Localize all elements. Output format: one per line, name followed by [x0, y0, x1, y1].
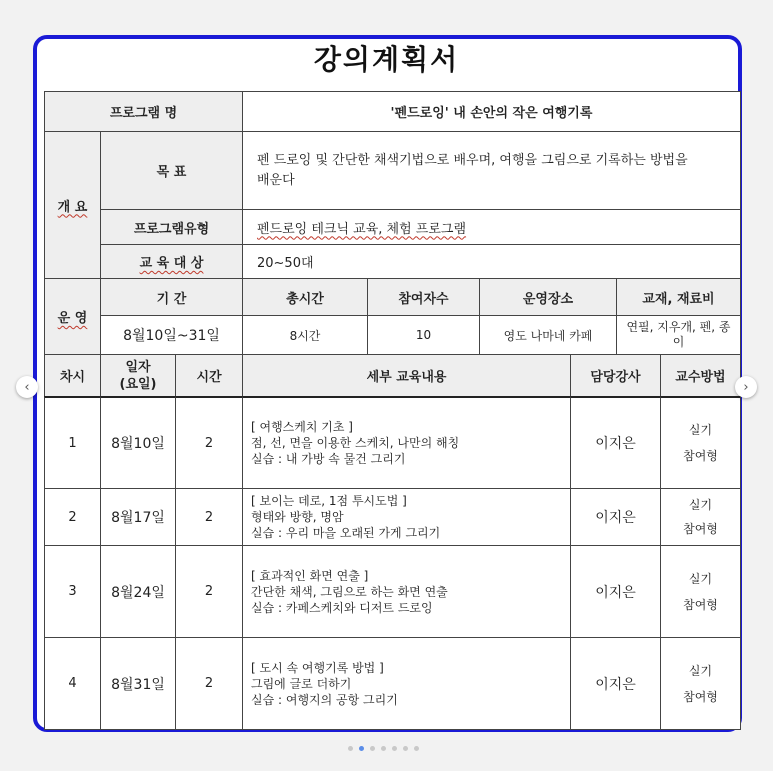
row4-content-line1: [ 도시 속 여행기록 방법 ] — [251, 660, 384, 675]
row2-content-line3: 실습 : 우리 마을 오래된 가게 그리기 — [251, 526, 441, 540]
row3-content-line3: 실습 : 카페스케치와 디저트 드로잉 — [251, 600, 433, 615]
row1-content-line2: 점, 선, 면을 이용한 스케치, 나만의 해칭 — [251, 436, 460, 450]
row2-method-line2: 참여형 — [683, 522, 718, 536]
row2-instructor: 이지은 — [570, 488, 661, 546]
header-session: 차시 — [44, 354, 101, 397]
venue-label: 운영장소 — [479, 278, 617, 316]
row1-session: 1 — [44, 396, 101, 489]
total-hours-label: 총시간 — [242, 278, 368, 316]
carousel-dot[interactable] — [392, 746, 397, 751]
program-name-label: 프로그램 명 — [44, 91, 243, 132]
row4-instructor: 이지은 — [570, 637, 661, 730]
row3-hours: 2 — [175, 545, 243, 638]
row3-method-line1: 실기 — [688, 571, 713, 586]
row4-content-line2: 그림에 글로 더하기 — [251, 676, 352, 691]
carousel-dot-active[interactable] — [359, 746, 364, 751]
row1-method-line2: 참여형 — [683, 449, 718, 463]
row3-content-line1: [ 효과적인 화면 연출 ] — [251, 568, 369, 583]
carousel-dot[interactable] — [381, 746, 386, 751]
row2-date: 8월17일 — [100, 488, 176, 546]
participants-value: 10 — [367, 315, 480, 355]
row3-method — [660, 545, 741, 638]
row4-hours: 2 — [175, 637, 243, 730]
row4-date: 8월31일 — [100, 637, 176, 730]
goal-label: 목 표 — [100, 131, 243, 210]
carousel-dot[interactable] — [414, 746, 419, 751]
carousel-prev-button[interactable] — [16, 376, 38, 398]
row2-hours: 2 — [175, 488, 243, 546]
period-label: 기 간 — [100, 278, 243, 316]
row1-method — [660, 396, 741, 489]
overview-section-label: 개 요 — [44, 131, 101, 279]
program-type-label: 프로그램유형 — [100, 209, 243, 245]
row3-instructor: 이지은 — [570, 545, 661, 638]
header-instructor: 담당강사 — [570, 354, 661, 397]
operation-section-label: 운 영 — [44, 278, 101, 355]
row2-method-line1: 실기 — [688, 498, 713, 512]
carousel-next-button[interactable] — [735, 376, 757, 398]
row3-content-line2: 간단한 채색, 그림으로 하는 화면 연출 — [251, 584, 448, 599]
venue-value: 영도 나마네 카페 — [479, 315, 617, 355]
materials-label: 교재, 재료비 — [616, 278, 741, 316]
row1-hours: 2 — [175, 396, 243, 489]
row4-session: 4 — [44, 637, 101, 730]
period-value: 8월10일~31일 — [100, 315, 243, 355]
row2-content-line2: 형태와 방향, 명암 — [251, 510, 344, 524]
row4-content — [242, 637, 571, 730]
carousel-dot[interactable] — [370, 746, 375, 751]
chevron-left-icon: ‹ — [24, 379, 30, 395]
row3-content — [242, 545, 571, 638]
row3-date: 8월24일 — [100, 545, 176, 638]
header-method: 교수방법 — [660, 354, 741, 397]
row4-method-line1: 실기 — [688, 663, 713, 678]
program-type-value: 펜드로잉 테크닉 교육, 체험 프로그램 — [242, 209, 741, 245]
target-label: 교 육 대 상 — [100, 244, 243, 279]
participants-label: 참여자수 — [367, 278, 480, 316]
row2-session: 2 — [44, 488, 101, 546]
target-value: 20~50대 — [242, 244, 741, 279]
row4-content-line3: 실습 : 여행지의 공항 그리기 — [251, 692, 398, 707]
header-hours: 시간 — [175, 354, 243, 397]
row1-date: 8월10일 — [100, 396, 176, 489]
total-hours-value: 8시간 — [242, 315, 368, 355]
row4-method-line2: 참여형 — [683, 689, 718, 704]
materials-value: 연필, 지우개, 펜, 종이 — [616, 315, 741, 355]
row1-content-line3: 실습 : 내 가방 속 물건 그리기 — [251, 452, 406, 466]
row3-method-line2: 참여형 — [683, 597, 718, 612]
row1-method-line1: 실기 — [688, 423, 713, 437]
row1-content — [242, 396, 571, 489]
header-content: 세부 교육내용 — [242, 354, 571, 397]
carousel-pagination — [348, 746, 419, 751]
goal-text: 펜 드로잉 및 간단한 채색기법으로 배우며, 여행을 그림으로 기록하는 방법을 배운다 — [242, 131, 741, 210]
row4-method — [660, 637, 741, 730]
row2-content — [242, 488, 571, 546]
document-title: 강의계획서 — [313, 43, 460, 76]
carousel-dot[interactable] — [348, 746, 353, 751]
row2-method — [660, 488, 741, 546]
row3-session: 3 — [44, 545, 101, 638]
row1-instructor: 이지은 — [570, 396, 661, 489]
chevron-right-icon: › — [743, 379, 749, 395]
program-name-value: '펜드로잉' 내 손안의 작은 여행기록 — [242, 91, 741, 132]
carousel-dot[interactable] — [403, 746, 408, 751]
row1-content-line1: [ 여행스케치 기초 ] — [251, 420, 353, 434]
header-date: 일자 (요일) — [100, 354, 176, 397]
row2-content-line1: [ 보이는 데로, 1점 투시도법 ] — [251, 494, 407, 508]
